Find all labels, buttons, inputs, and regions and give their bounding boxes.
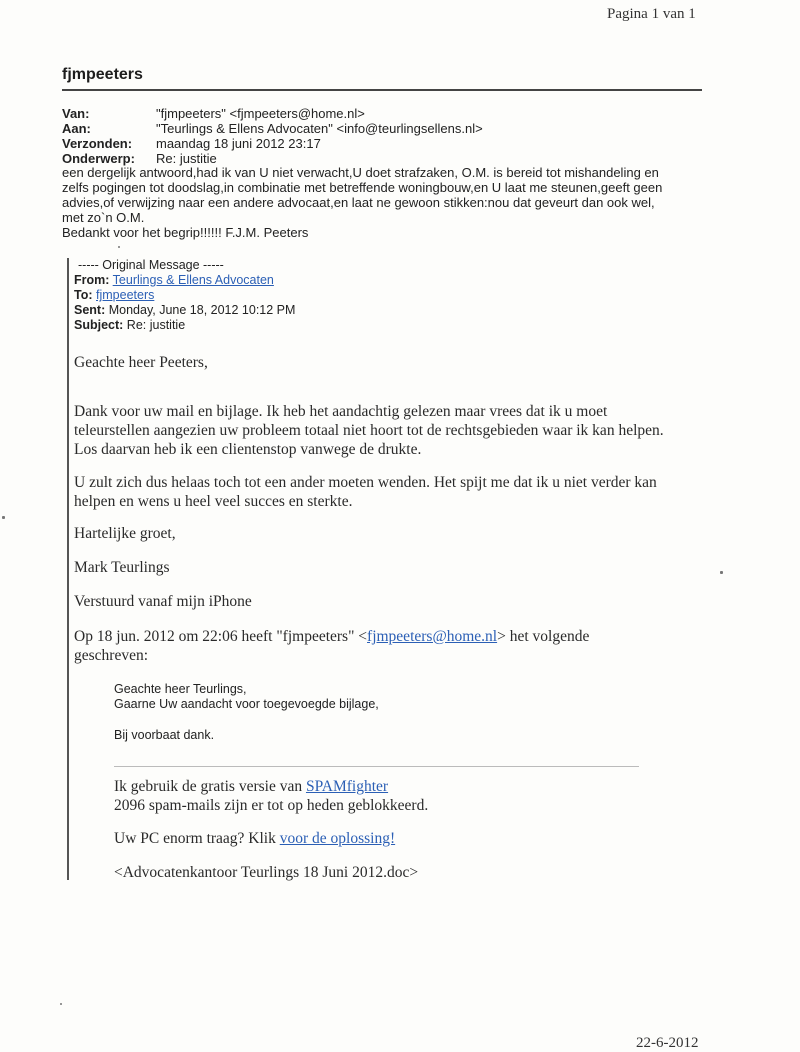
reply-paragraph-2 [74, 473, 714, 511]
original-to [74, 288, 714, 303]
attachment-name[interactable]: <Advocatenkantoor Teurlings 18 Juni 2012.doc> [114, 864, 419, 881]
original-to-label: To: [74, 288, 93, 302]
body-line: advies,of verwijzing naar een andere advocaat,en laat ne gewoon stikken:nou dat geveurt dan ook wel, [62, 195, 655, 210]
body-line: een dergelijk antwoord,had ik van U niet verwacht,U doet strafzaken, O.M. is bereid tot mishandeling en [62, 165, 659, 180]
sender-name-heading: fjmpeeters [62, 66, 143, 83]
inner-quote-line: Bij voorbaat dank. [114, 728, 215, 742]
spamfighter-link[interactable]: SPAMfighter [305, 778, 389, 795]
quote-intro-email-link[interactable]: fjmpeeters@home.nl [367, 628, 498, 645]
spam-text: Uw PC enorm traag? Klik [114, 830, 280, 847]
reply-salutation: Geachte heer Peeters, [74, 354, 208, 371]
original-subject-label: Subject: [74, 318, 124, 332]
original-subject-value: Re: justitie [126, 318, 186, 332]
reply-line: teleurstellen aangezien uw probleem totaal niet hoort tot de rechtsgebieden waar ik kan helpen. [74, 422, 664, 439]
quote-intro-part1: Op 18 jun. 2012 om 22:06 heeft "fjmpeeters" < [74, 628, 368, 645]
inner-quote-line: Gaarne Uw aandacht voor toegevoegde bijlage, [114, 697, 379, 711]
spam-line-3 [114, 829, 714, 848]
original-subject [74, 318, 714, 333]
quoted-message [74, 258, 714, 882]
original-sent [74, 303, 714, 318]
original-from-label: From: [74, 273, 110, 287]
quote-intro-part2: > het volgende [497, 628, 590, 645]
body-line: zelfs pogingen tot doodslag,in combinatie met betreffende woningbouw,en U laat me steunen,geeft geen [62, 180, 663, 195]
to-label: Aan: [62, 121, 91, 136]
reply-line: helpen en wens u heel veel succes en sterkte. [74, 493, 353, 510]
reply-closing: Hartelijke groet, [74, 525, 176, 542]
header-divider [62, 89, 702, 91]
sent-value: maandag 18 juni 2012 23:17 [156, 136, 321, 151]
body-line: met zo`n O.M. [62, 210, 145, 225]
original-from [74, 273, 714, 288]
inner-quote-line: Geachte heer Teurlings, [114, 682, 247, 696]
scan-speck [2, 516, 5, 519]
original-sent-label: Sent: [74, 303, 106, 317]
from-label: Van: [62, 106, 90, 121]
quote-intro [74, 627, 714, 646]
subject-value: Re: justitie [156, 151, 217, 166]
reply-line: Dank voor uw mail en bijlage. Ik heb het aandachtig gelezen maar vrees dat ik u moet [74, 403, 608, 420]
body-line: Bedankt voor het begrip!!!!!! F.J.M. Peeters [62, 225, 309, 240]
original-to-link[interactable]: fjmpeeters [96, 288, 155, 302]
scan-speck [118, 246, 120, 248]
quote-bar [67, 258, 69, 880]
solution-link[interactable]: voor de oplossing! [279, 830, 396, 847]
sent-label: Verzonden: [62, 136, 133, 151]
spam-line-1 [114, 777, 714, 796]
reply-sent-from: Verstuurd vanaf mijn iPhone [74, 593, 252, 610]
to-value: "Teurlings & Ellens Advocaten" <info@teurlingsellens.nl> [156, 121, 483, 136]
scan-speck [720, 571, 723, 574]
footer-date: 22-6-2012 [636, 1035, 699, 1051]
from-value: "fjmpeeters" <fjmpeeters@home.nl> [156, 106, 365, 121]
reply-line: U zult zich dus helaas toch tot een ander moeten wenden. Het spijt me dat ik u niet verder kan [74, 474, 657, 491]
original-sent-value: Monday, June 18, 2012 10:12 PM [108, 303, 296, 317]
scan-speck [60, 1003, 62, 1005]
original-from-link[interactable]: Teurlings & Ellens Advocaten [112, 273, 274, 287]
reply-line: Los daarvan heb ik een clientenstop vanwege de drukte. [74, 441, 422, 458]
subject-label: Onderwerp: [62, 151, 135, 166]
original-message-header: ----- Original Message ----- [78, 258, 224, 272]
quote-intro-written: geschreven: [74, 647, 149, 664]
reply-paragraph-1 [74, 402, 714, 459]
page-number-label: Pagina 1 van 1 [607, 6, 696, 22]
reply-signature: Mark Teurlings [74, 559, 170, 576]
signature-divider [114, 766, 639, 767]
spam-line-2: 2096 spam-mails zijn er tot op heden geblokkeerd. [114, 797, 429, 814]
message-body [62, 165, 712, 240]
spam-text: Ik gebruik de gratis versie van [114, 778, 306, 795]
